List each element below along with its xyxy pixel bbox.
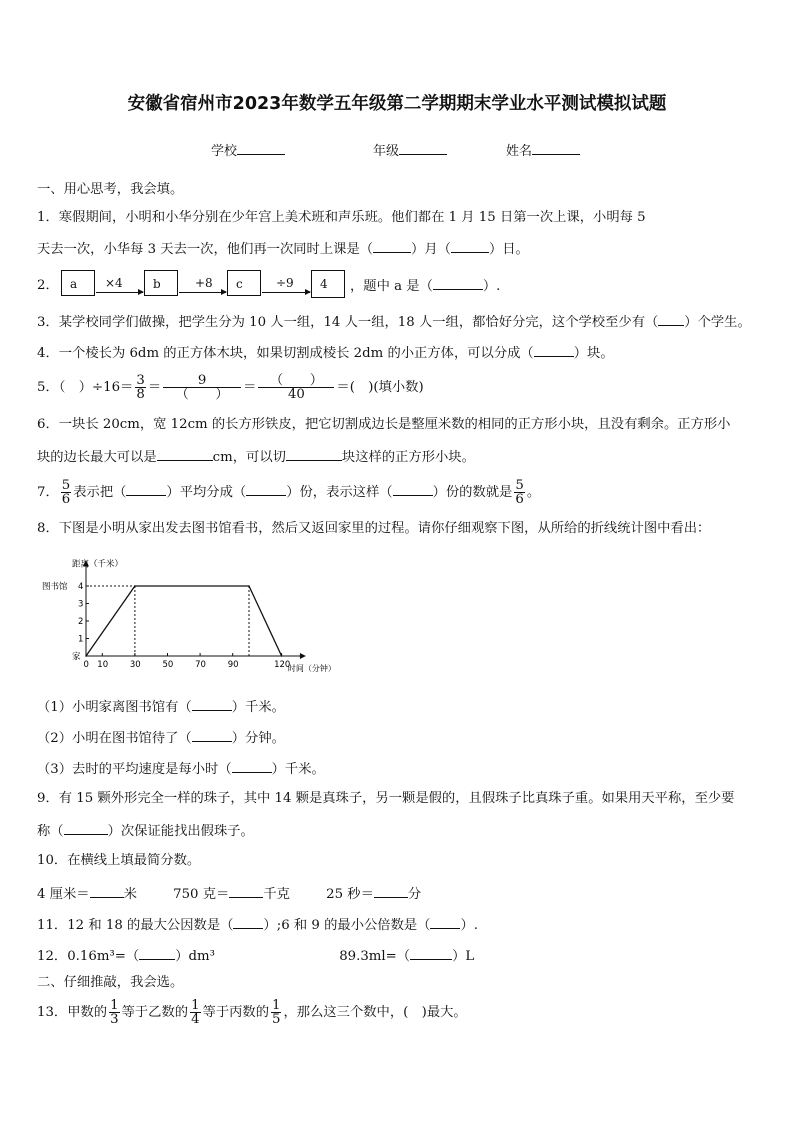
x-tick-label: 90 [227,660,239,670]
x-tick-label: 120 [274,660,291,670]
y-marker-home: 家 [72,652,81,662]
name-field[interactable]: 姓名 [506,140,580,159]
question-10-heading: 10．在横线上填最简分数。 [37,853,201,868]
y-tick-label: 4 [78,582,84,592]
y-marker-library: 图书馆 [42,582,68,592]
op-multiply-4: ×4 [105,276,123,290]
box-c: c [227,270,261,296]
data-point [85,655,87,657]
data-point [134,585,136,587]
op-divide-9: ÷9 [276,276,294,290]
question-7: 7． $\frac{5}{6}$ 表示把（ ）平均分成（ ）份，表示这样（ ）份的数就是 $\frac{5}{6}$ 。 [37,478,541,507]
question-10-items: 4 厘米＝ 米 750 克＝ 千克 25 秒＝ 分 [37,884,767,904]
y-axis-label: 距离（千米） [72,559,124,570]
x-axis-arrow-icon [300,653,306,659]
question-2-number: 2． [37,278,59,293]
x-axis-label: 时间（分钟） [287,664,336,673]
question-8-part-2: （2）小明在图书馆待了（ ）分钟。 [37,728,767,748]
question-9-line-1: 9．有 15 颗外形完全一样的珠子，其中 14 颗是真珠子，另一颗是假的，且假珠子比真珠子重。如果用天平称，至少要 [37,791,735,806]
question-1-line-2: 天去一次，小华每 3 天去一次，他们再一次同时上课是（ ）月（ ）日。 [37,239,767,259]
x-tick-label: 70 [195,660,206,670]
question-11: 11．12 和 18 的最大公因数是（ ）;6 和 9 的最小公倍数是（ ）. [37,915,767,935]
question-8-text: 8．下图是小明从家出发去图书馆看书，然后又返回家里的过程。请你仔细观察下图，从所给的折线统计图中看出： [37,521,711,536]
arrow-icon [96,292,143,293]
question-9-line-2: 称（ ）次保证能找出假珠子。 [37,821,767,841]
question-3: 3．某学校同学们做操，把学生分为 10 人一组，14 人一组，18 人一组，都恰好分完，这个学校至少有（ ）个学生。 [37,312,767,332]
question-2-tail: ，题中 a 是（ ）. [350,276,550,296]
grade-field[interactable]: 年级 [373,140,447,159]
fraction-blank-40: （ ） 40 [258,374,334,401]
question-12: 12．0.16m³=（ ）dm³ 89.3ml=（ ）L [37,946,767,966]
x-tick-label: 30 [129,660,141,670]
distance-time-line-chart [40,544,336,684]
fraction-5-6-b: $\frac{5}{6}$ [515,478,524,507]
question-6-line-2: 块的边长最大可以是 cm，可以切 块这样的正方形小块。 [37,447,767,467]
box-d: 4 [311,270,345,298]
fraction-1-5: $\frac{1}{5}$ [272,998,281,1027]
fraction-9-blank: 9 （ ） [163,374,241,401]
data-point [281,655,283,657]
box-a: a [61,270,95,296]
box-b: b [144,270,178,296]
question-8-part-1: （1）小明家离图书馆有（ ）千米。 [37,697,767,717]
page-title: 安徽省宿州市2023年数学五年级第二学期期末学业水平测试模拟试题 [127,94,667,114]
y-tick-label: 2 [78,617,84,627]
question-6-line-1: 6．一块长 20cm，宽 12cm 的长方形铁皮，把它切割成边长是整厘米数的相同的正方形小块，且没有剩余。正方形小 [37,417,731,432]
x-tick-label: 50 [162,660,174,670]
fraction-3-8: $\frac{3}{8}$ [136,373,145,402]
question-8-part-3: （3）去时的平均速度是每小时（ ）千米。 [37,759,767,779]
fraction-1-4: $\frac{1}{4}$ [191,998,200,1027]
y-tick-label: 1 [78,634,84,645]
section-2-heading: 二、仔细推敲，我会选。 [37,975,184,990]
section-1-heading: 一、用心思考，我会填。 [37,182,184,197]
data-point [248,585,250,587]
arrow-icon [262,292,310,293]
op-plus-8: +8 [195,276,213,290]
question-5: 5．（ ）÷16＝ $\frac{3}{8}$ ＝ 9 （ ） ＝ （ ） 40 ＝( )(填小数) [37,373,424,402]
question-1-line-1: 1．寒假期间，小明和小华分别在少年宫上美术班和声乐班。他们都在 1 月 15 日第一次上课，小明每 5 [37,210,646,225]
series-line [86,586,282,656]
arrow-icon [179,292,226,293]
x-tick-label: 10 [97,660,109,670]
question-4: 4．一个棱长为 6dm 的正方体木块，如果切割成棱长 2dm 的小正方体，可以分成（ ）块。 [37,343,767,363]
school-field[interactable]: 学校 [211,140,285,159]
fraction-1-3: $\frac{1}{3}$ [110,998,119,1027]
x-tick-label: 0 [83,660,89,670]
question-13: 13．甲数的 $\frac{1}{3}$ 等于乙数的 $\frac{1}{4}$ 等于丙数的 $\frac{1}{5}$ ，那么这三个数中，( )最大。 [37,998,467,1027]
y-tick-label: 3 [78,599,84,610]
fraction-5-6: $\frac{5}{6}$ [61,478,71,507]
